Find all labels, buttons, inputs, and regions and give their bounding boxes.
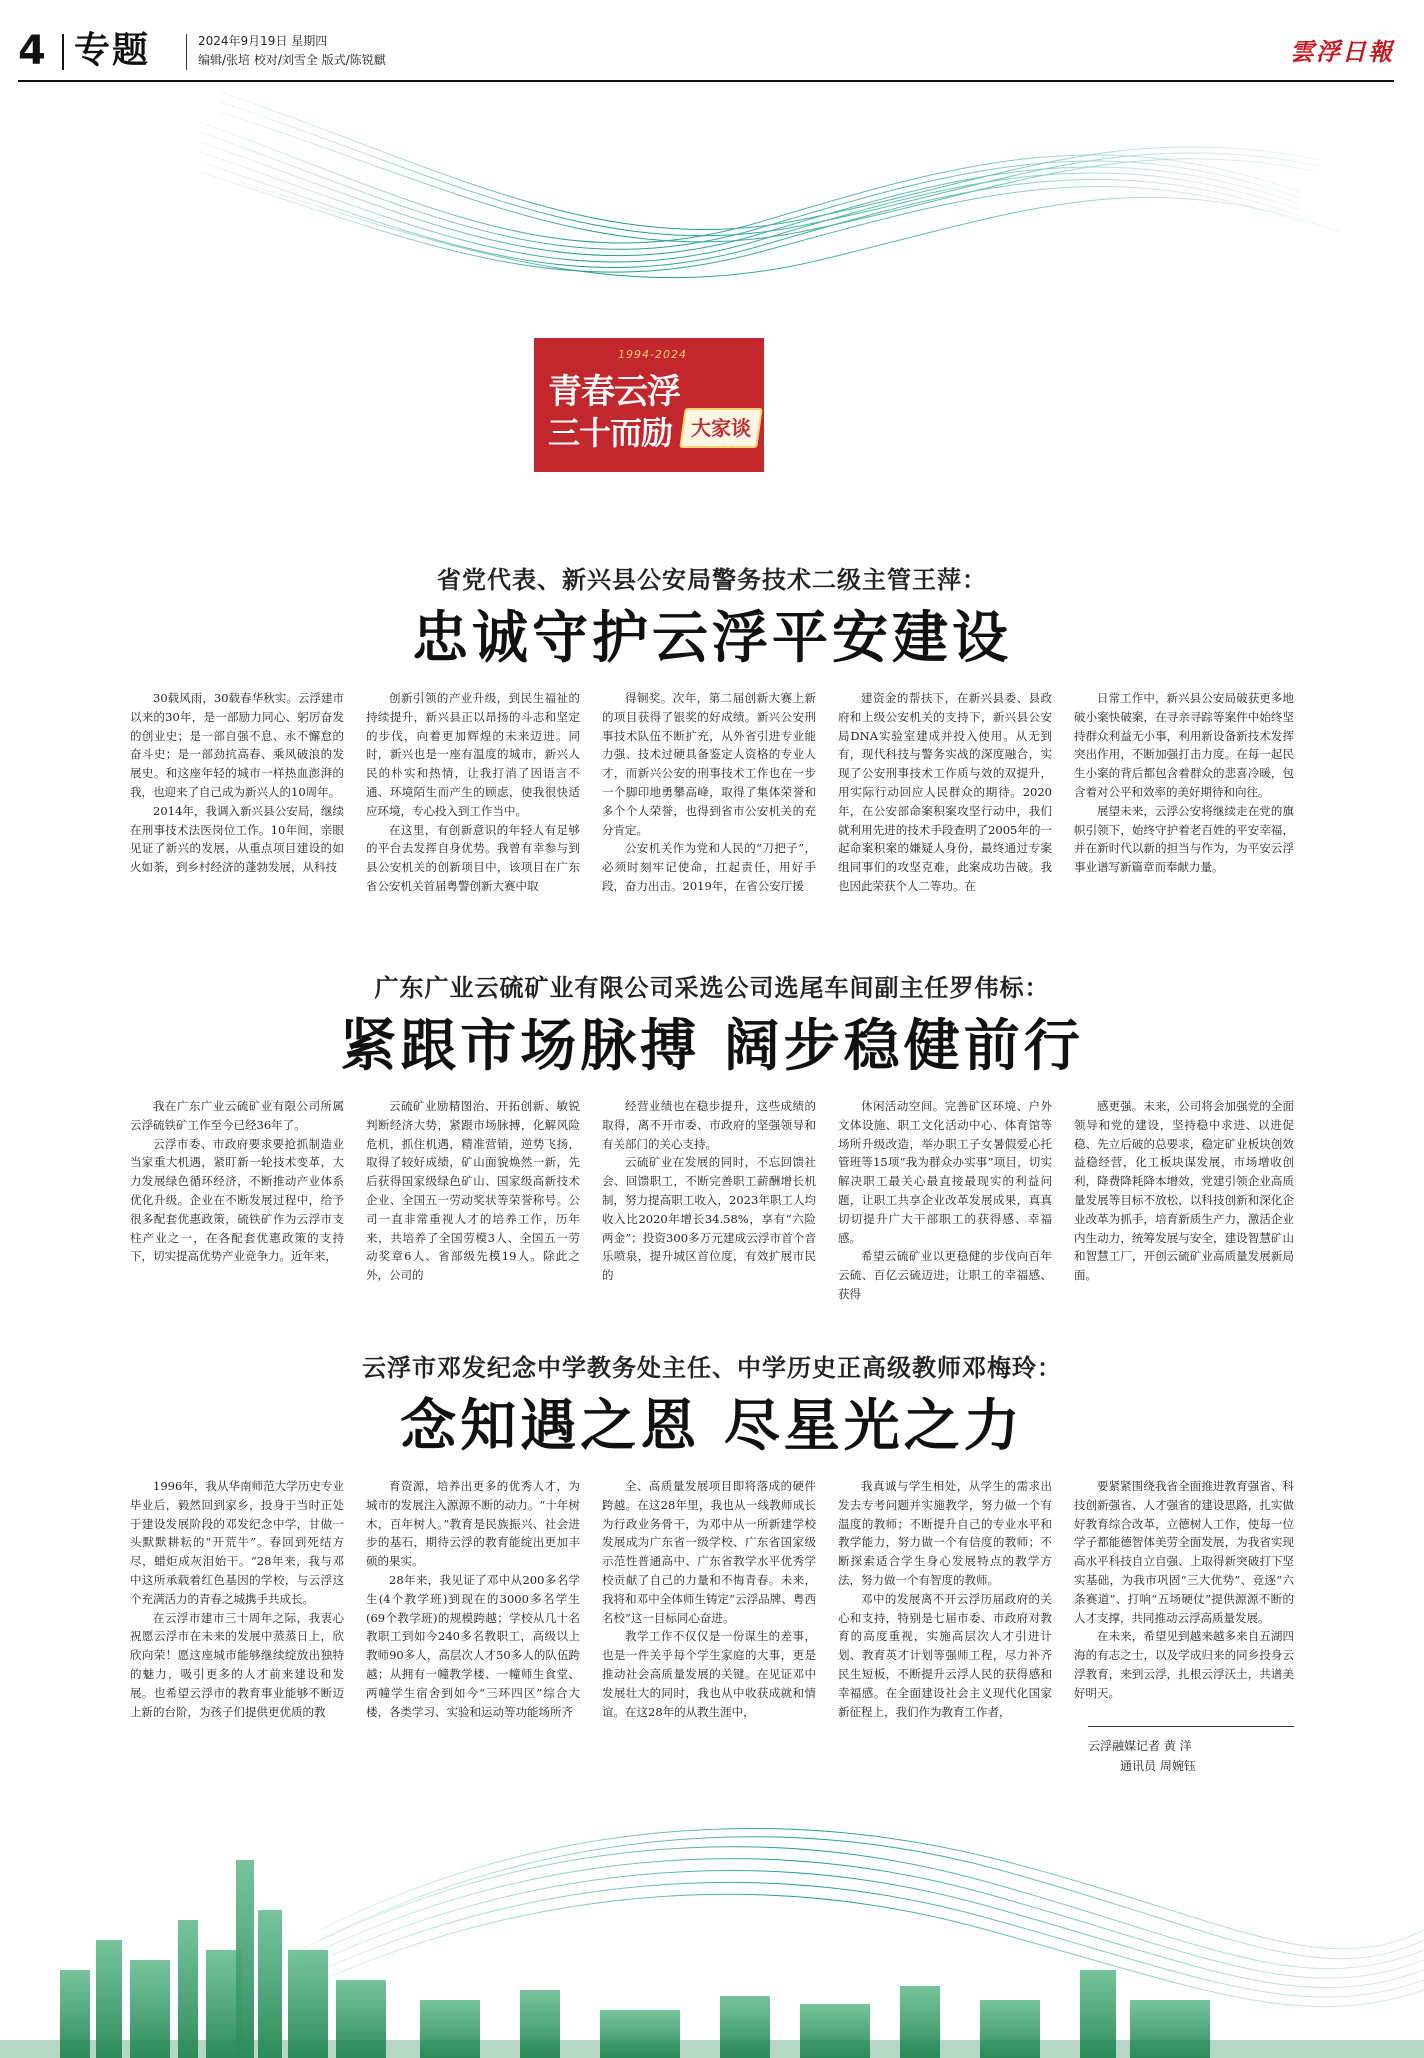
banner-line-1: 青春云浮 [548,372,680,412]
paragraph: 云浮市委、市政府要求要抢抓制造业当家重大机遇，紧盯新一轮技术变革，大力发展绿色循环经济，不断推动产业体系优化升级。企业在不断发展过程中，给予很多配套优惠政策，硫铁矿作为云浮市支柱产业之一，在各配套优惠政策的支持下，切实提高优势产业竞争力。近年来， [130,1136,344,1264]
page-number: 4 [18,28,46,74]
paragraph: 邓中的发展离不开云浮历届政府的关心和支持，特别是七届市委、市政府对教育的高度重视，实施高层次人才引进计划、教育英才计划等强师工程，尽力补齐民生短板，不断提升云浮人民的获得感和幸福感。在全面建设社会主义现代化国家新征程上，我们作为教育工作者， [838,1591,1052,1719]
article-column [130,1477,344,1763]
byline [1088,1736,1294,1776]
paragraph: 休闲活动空间。完善矿区环境、户外文体设施、职工文化活动中心、体育馆等场所升级改造，举办职工子女暑假爱心托管班等15项“我为群众办实事”项目，切实解决职工最关心最直接最现实的利益问题，让职工共享企业改革发展成果，真真切切提升广大干部职工的获得感、幸福感。 [838,1099,1052,1245]
paragraph: 育资源，培养出更多的优秀人才，为城市的发展注入源源不断的动力。“十年树木，百年树人。”教育是民族振兴、社会进步的基石，期待云浮的教育能绽出更加丰硕的果实。 [366,1479,580,1569]
credit-rule [1088,1726,1294,1727]
banner-years: 1994-2024 [618,348,687,361]
article-headline: 忠诚守护云浮平安建设 [412,605,1012,671]
paragraph: 2014年，我调入新兴县公安局，继续在刑事技术法医岗位工作。10年间，亲眼见证了新兴的发展，从重点项目建设的如火如荼，到乡村经济的蓬勃发展，从科技 [130,803,344,875]
masthead [18,28,1394,78]
paragraph: 感更强。未来，公司将会加强党的全面领导和党的建设，坚持稳中求进、以进促稳、先立后破的总要求，稳定矿业板块创效益稳经营，化工板块谋发展，市场增收创利，降费降耗降本增效，党建引领企业高质量发展等目标不放松，以科技创新和深化企业改革为抓手，培育新质生产力，激活企业内生动力，统筹发展与安全，建设智慧矿山和智慧工厂，开创云硫矿业高质量发展新局面。 [1074,1099,1294,1283]
paragraph: 建资金的帮扶下，在新兴县委、县政府和上级公安机关的支持下，新兴县公安局DNA实验室建成并投入使用。从无到有，现代科技与警务实战的深度融合，实现了公安刑事技术工作质与效的双提升，用实际行动回应人民群众的期待。2020年，在公安部命案积案攻坚行动中，我们就利用先进的技术手段查明了2005年的一起命案积案的嫌疑人身份，最终通过专案组同事们的攻坚克难，此案成功告破。我也因此荣获个人二等功。在 [838,691,1052,893]
article-body [130,1477,1294,1763]
paragraph: 30载风雨，30载春华秋实。云浮建市以来的30年，是一部励力同心、躬厉奋发的创业史；是一部自强不息、永不懈怠的奋斗史；是一部劲抗高春、乘风破浪的发展史。和这座年轻的城市一样热血澎湃的我，也迎来了自己成为新兴人的10周年。 [130,691,344,799]
article-body [130,689,1294,899]
banner-tag [679,408,763,448]
article-column [366,1097,580,1285]
paragraph: 全、高质量发展项目即将落成的硬件跨越。在这28年里，我也从一线教师成长为行政业务骨干，为邓中从一所新建学校发展成为广东省一级学校、广东省国家级示范性普通高中、广东省教学水平优秀学校贡献了自己的力量和不悔青春。未来，我将和邓中全体师生铸定“云浮品牌、粤西名校”这一目标同心奋进。 [602,1479,816,1625]
newspaper-logo: 雲浮日報 [1290,37,1394,66]
article-1 [130,560,1294,899]
paragraph: 得铜奖。次年，第二届创新大赛上新的项目获得了银奖的好成绩。新兴公安刑事技术队伍不断扩充，从外省引进专业能力强、技术过硬具备鉴定人资格的专业人才，而新兴公安的刑事技术工作也在一步一个脚印地勇攀高峰，取得了集体荣誉和多个个人荣誉，也得到省市公安机关的充分肯定。 [602,691,816,837]
section-title: 专题 [74,30,151,71]
paragraph: 在这里，有创新意识的年轻人有足够的平台去发挥自身优势。我曾有幸参与到县公安机关的创新项目中，该项目在广东省公安机关首届粤警创新大赛中取 [366,822,580,893]
article-column [130,1097,344,1285]
series-banner [534,338,764,472]
banner-line-2: 三十而励 [548,414,673,452]
paragraph: 云硫矿业在发展的同时，不忘回馈社会、回馈职工，不断完善职工薪酬增长机制，努力提高职工收入，2023年职工人均收入比2020年增长34.58%，享有“六险两金”；投资300多万元建成云浮市首个音乐喷泉，提升城区首位度，有效扩展市民的 [602,1155,816,1283]
article-kicker: 云浮市邓发纪念中学教务处主任、中学历史正高级教师邓梅玲： [362,1354,1062,1382]
paragraph: 28年来，我见证了邓中从200多名学生(4个教学班)到现在的3000多名学生(69个教学班)的规模跨越；学校从几十名教职工到如今240多名教职工，高级以上教师90多人，高层次人才50多人的队伍跨越；从拥有一幢教学楼、一幢师生食堂、两幢学生宿舍到如今“三环四区”综合大楼，各类学习、实验和运动等功能场所齐 [366,1572,580,1719]
paragraph: 我在广东广业云硫矿业有限公司所属云浮硫铁矿工作至今已经36年了。 [130,1099,344,1132]
article-headline: 紧跟市场脉搏 阔步稳健前行 [340,1013,1084,1079]
article-headline: 念知遇之恩 尽星光之力 [400,1393,1024,1459]
issue-date: 2024年9月19日 星期四 [198,34,328,48]
paragraph: 我真诚与学生相处，从学生的需求出发去专考问题并实施教学，努力做一个有温度的教师；不断提升自己的专业水平和教学能力，努力做一个有信度的教师；不断探索适合学生身心发展特点的教学方法，努力做一个有智度的教师。 [838,1479,1052,1587]
article-column [130,689,344,899]
article-column [838,1097,1052,1301]
article-column [1074,1477,1294,1763]
issue-meta [198,32,386,70]
article-column [838,689,1052,899]
paragraph: 展望未来，云浮公安将继续走在党的旗帜引领下，始终守护着老百姓的平安幸福，并在新时代以新的担当与作为，为平安云浮事业谱写新篇章而奉献力量。 [1074,803,1294,875]
paragraph: 在未来，希望见到越来越多来自五湖四海的有志之士，以及学成归来的同乡投身云浮教育，来到云浮，扎根云浮沃土，共谱美好明天。 [1074,1629,1294,1700]
article-3 [130,1348,1294,1763]
masthead-divider-2 [186,34,187,70]
article-kicker: 广东广业云硫矿业有限公司采选公司选尾车间副主任罗伟标： [374,974,1050,1002]
paragraph: 创新引领的产业升级，到民生福祉的持续提升，新兴县正以昂扬的斗志和坚定的步伐，向着更加辉煌的未来迈进。同时，新兴也是一座有温度的城市，新兴人民的朴实和热情，让我打消了因语言不通、环境陌生而产生的顾虑，使我很快适应环境，专心投入到工作当中。 [366,691,580,818]
banner-tag-label: 大家谈 [691,416,751,440]
wave-decoration-top [0,82,1424,312]
paragraph: 经营业绩也在稳步提升，这些成绩的取得，离不开市委、市政府的坚强领导和有关部门的关心支持。 [602,1099,816,1151]
paragraph: 要紧紧围绕我省全面推进教育强省、科技创新强省、人才强省的建设思路，扎实做好教育综合改革，立德树人工作，使每一位学子都能德智体美劳全面发展，为我省实现高水平科技自立自强、上取得新突破打下坚实基础，为我市巩固“三大优势”、竞逐“六条赛道”、打响“五场硬仗”提供源源不断的人才支撑，共同推动云浮高质量发展。 [1074,1479,1294,1625]
article-column [366,1477,580,1763]
article-2 [130,968,1294,1301]
masthead-divider [62,34,64,70]
article-column [366,689,580,899]
article-body [130,1097,1294,1301]
article-column [1074,689,1294,899]
article-column [602,1477,816,1763]
paragraph: 教学工作不仅仅是一份谋生的差事，也是一件关乎每个学生家庭的大事，更是推动社会高质量发展的关键。在见证邓中发展壮大的同时，我也从中收获成就和情谊。在这28年的从教生涯中， [602,1629,816,1719]
paragraph: 1996年，我从华南师范大学历史专业毕业后，毅然回到家乡，投身于当时正处于建设发展阶段的邓发纪念中学，甘做一头默默耕耘的“开荒牛”。春回到死结方尽，蜡炬成灰泪始干。“28年来，我与邓中这所承载着红色基因的学校，与云浮这个充满活力的青春之城携手共成长。 [130,1479,344,1606]
paragraph: 云硫矿业励精图治、开拓创新、敏锐判断经济大势，紧跟市场脉搏，化解风险危机，抓住机遇，精准营销，逆势飞扬，取得了较好成绩，矿山面貌焕然一新，先后获得国家级绿色矿山、国家级高新技术企业、全国五一劳动奖状等荣誉称号。公司一直非常重视人才的培养工作，历年来，共培养了全国劳模3人、全国五一劳动奖章6人、省部级先模19人。除此之外，公司的 [366,1099,580,1283]
article-kicker: 省党代表、新兴县公安局警务技术二级主管王萍： [437,566,987,594]
paragraph: 希望云硫矿业以更稳健的步伐向百年云硫、百亿云硫迈进，让职工的幸福感、获得 [838,1249,1052,1301]
paragraph: 公安机关作为党和人民的“刀把子”，必须时刻牢记使命，扛起责任，用好手段，奋力出击。2019年，在省公安厅援 [602,841,816,893]
city-skyline-decoration [0,1800,1424,2058]
correspondent-credit: 通讯员 周婉钰 [1120,1759,1196,1773]
paragraph: 在云浮市建市三十周年之际，我衷心祝愿云浮市在未来的发展中蒸蒸日上，欣欣向荣！愿这座城市能够继续绽放出独特的魅力，吸引更多的人才前来建设和发展。也希望云浮市的教育事业能够不断迈上新的台阶，为孩子们提供更优质的教 [130,1610,344,1719]
article-column [838,1477,1052,1763]
reporter-credit: 云浮融媒记者 黄 洋 [1088,1739,1192,1753]
article-column [602,689,816,899]
article-column [1074,1097,1294,1285]
paragraph: 日常工作中，新兴县公安局破获更多地破小案快破案，在寻亲寻踪等案件中始终坚持群众利益无小事，利用新设备新技术发挥突出作用，不断加强打击力度。在每一起民生小案的背后都包含着群众的悲喜冷暖，包含着对公平和效率的美好期待和向往。 [1074,691,1294,799]
article-column [602,1097,816,1285]
editor-credits: 编辑/张培 校对/刘雪全 版式/陈锐麒 [198,53,386,67]
